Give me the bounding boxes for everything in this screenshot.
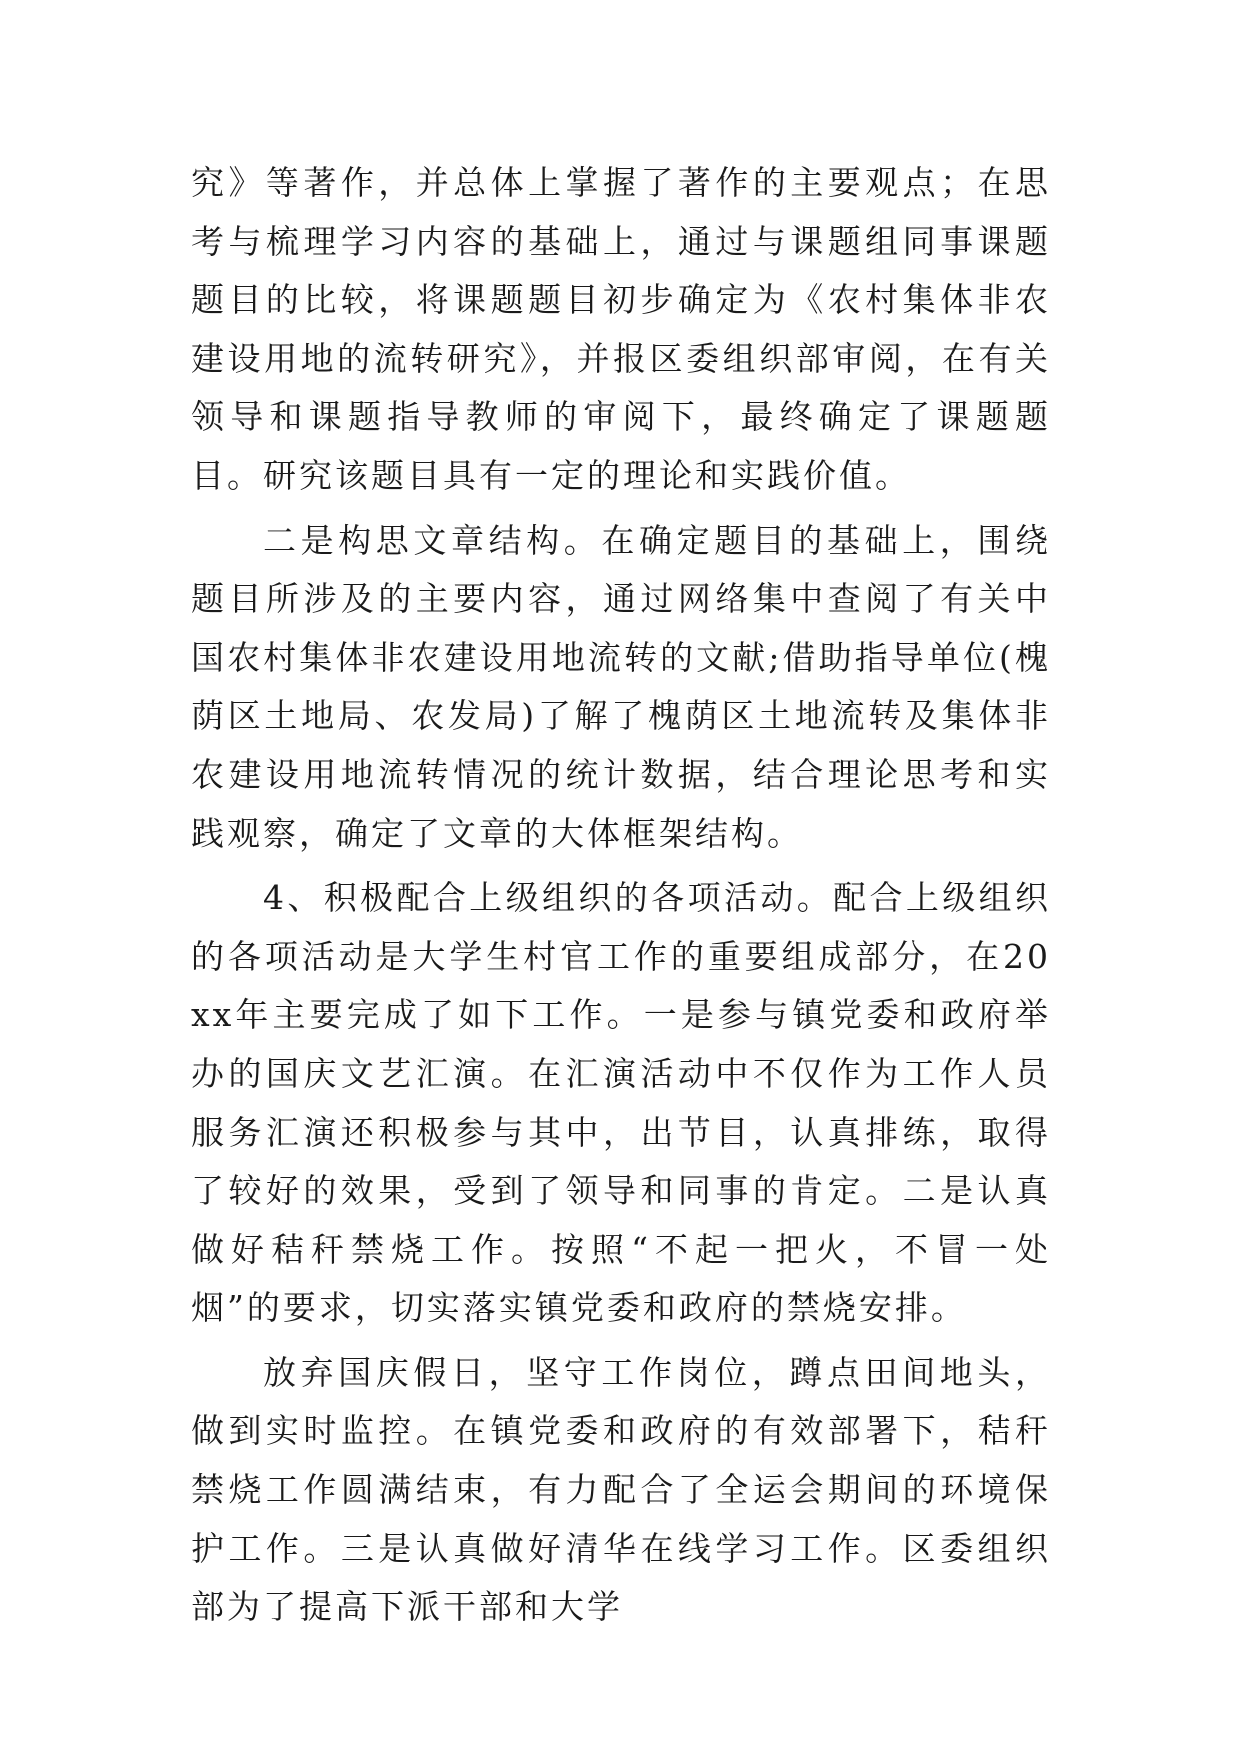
paragraph-activities: 4、积极配合上级组织的各项活动。配合上级组织的各项活动是大学生村官工作的重要组成部分，在20xx年主要完成了如下工作。一是参与镇党委和政府举办的国庆文艺汇演。在汇演活动中不仅作为工作人员服务汇演还积极参与其中，出节目，认真排练，取得了较好的效果，受到了领导和同事的肯定。二是认真做好秸秆禁烧工作。按照“不起一把火，不冒一处烟”的要求，切实落实镇党委和政府的禁烧安排。 <box>191 878 1051 1328</box>
paragraph-article-structure: 二是构思文章结构。在确定题目的基础上，围绕题目所涉及的主要内容，通过网络集中查阅了有关中国农村集体非农建设用地流转的文献;借助指导单位(槐荫区土地局、农发局)了解了槐荫区土地流转及集体非农建设用地流转情况的统计数据，结合理论思考和实践观察，确定了文章的大体框架结构。 <box>191 520 1051 853</box>
paragraph-continued: 究》等著作，并总体上掌握了著作的主要观点；在思考与梳理学习内容的基础上，通过与课题组同事课题题目的比较，将课题题目初步确定为《农村集体非农建设用地的流转研究》，并报区委组织部审阅，在有关领导和课题指导教师的审阅下，最终确定了课题题目。研究该题目具有一定的理论和实践价值。 <box>191 163 1051 495</box>
document-body <box>191 154 1051 1637</box>
paragraph-holiday-work: 放弃国庆假日，坚守工作岗位，蹲点田间地头，做到实时监控。在镇党委和政府的有效部署下，秸秆禁烧工作圆满结束，有力配合了全运会期间的环境保护工作。三是认真做好清华在线学习工作。区委组织部为了提高下派干部和大学 <box>191 1352 1051 1627</box>
